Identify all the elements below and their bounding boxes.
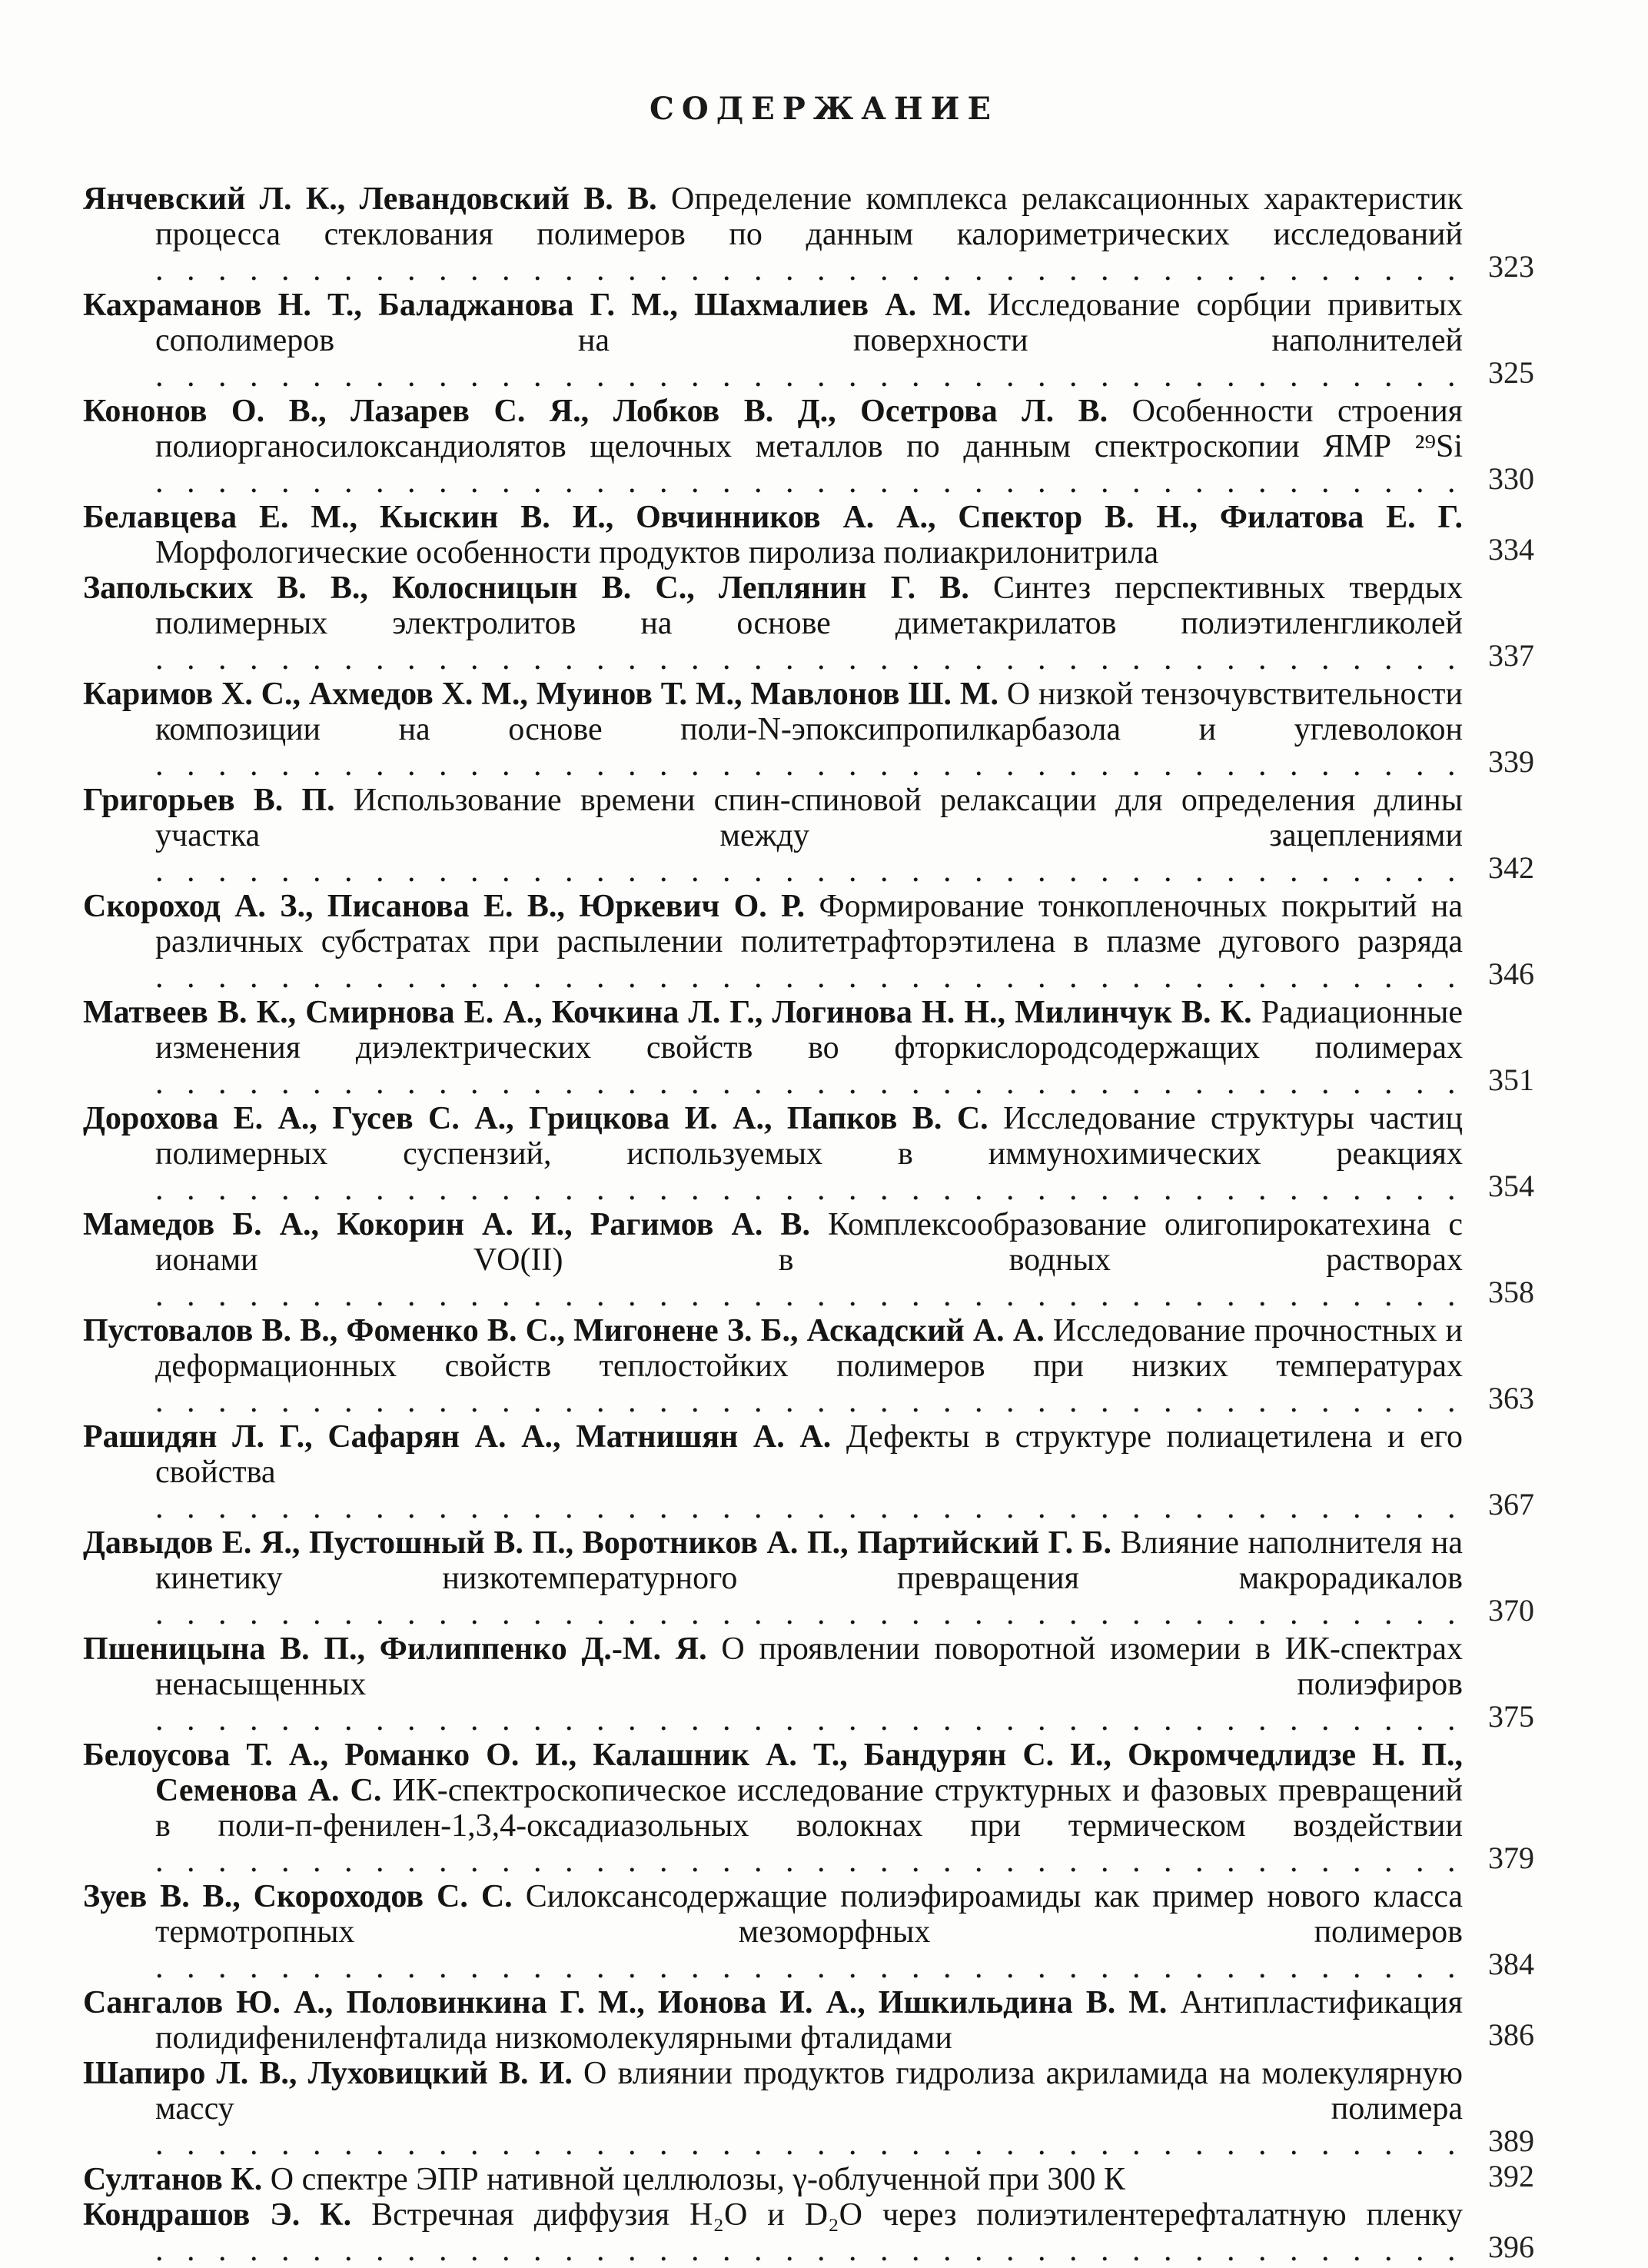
entry-page-number: 363 [1488,1381,1534,1415]
toc-entry [83,1879,1571,1985]
entry-text [83,2197,1463,2268]
toc-entry [83,500,1571,570]
entry-title: Синтез перспективных твердых полимерных электролитов на основе диметакрилатов полиэтиленгликолей [155,570,1463,641]
entry-authors: Кондрашов Э. К. [83,2197,352,2233]
entry-page-number: 392 [1488,2159,1534,2193]
toc-entry [83,889,1571,995]
toc-entry [83,1631,1571,1738]
entry-text [83,394,1463,500]
toc-entry [83,2159,1571,2197]
toc-entry [83,783,1571,889]
entry-text [83,1313,1463,1419]
entry-title: Формирование тонкопленочных покрытий на различных субстратах при распылении политетрафторэтилена в плазме дугового разряда [155,889,1463,959]
entry-authors: Сангалов Ю. А., Половинкина Г. М., Ионова И. А., Ишкильдина В. М. [83,1985,1168,2020]
entry-page-number: 339 [1488,744,1534,779]
entry-page-number: 384 [1488,1947,1534,1981]
entry-title: Определение комплекса релаксационных характеристик процесса стеклования полимеров по данным калориметрических исследований [155,181,1463,252]
entry-page-number: 337 [1488,638,1534,673]
toc-entry [83,1313,1571,1419]
entry-text [83,1419,1463,1525]
entry-authors: Кононов О. В., Лазарев С. Я., Лобков В. Д., Осетрова Л. В. [83,394,1108,429]
entry-text [83,1207,1463,1313]
entry-text [83,181,1463,288]
entry-title: О проявлении поворотной изомерии в ИК-спектрах ненасыщенных полиэфиров [155,1631,1463,1702]
entry-page-number: 375 [1488,1699,1534,1734]
toc-entry [83,1419,1571,1525]
toc-entry [83,181,1571,288]
entry-page-number: 396 [1488,2230,1534,2264]
entry-authors: Дорохова Е. А., Гусев С. А., Грицкова И. А., Папков В. С. [83,1101,988,1136]
toc-entry [83,1525,1571,1631]
entry-authors: Давыдов Е. Я., Пустошный В. П., Воротников А. П., Партийский Г. Б. [83,1525,1111,1561]
entry-text [83,995,1463,1101]
toc-entry [83,2197,1571,2268]
entry-authors: Скороход А. З., Писанова Е. В., Юркевич О. Р. [83,889,806,924]
entry-page-number: 367 [1488,1487,1534,1521]
entry-authors: Рашидян Л. Г., Сафарян А. А., Матнишян А. А. [83,1419,832,1455]
entry-title: Исследование структуры частиц полимерных суспензий, используемых в иммунохимических реакциях [155,1101,1463,1172]
entry-authors: Запольских В. В., Колосницын В. С., Леплянин Г. В. [83,570,969,606]
entry-authors: Матвеев В. К., Смирнова Е. А., Кочкина Л. Г., Логинова Н. Н., Милинчук В. К. [83,995,1252,1030]
entry-page-number: 351 [1488,1063,1534,1097]
entry-text [83,1879,1463,1985]
entry-authors: Шапиро Л. В., Луховицкий В. И. [83,2056,573,2091]
entry-authors: Григорьев В. П. [83,783,335,818]
entry-text [83,1985,1463,2056]
entry-title: Антипластификация полидифениленфталида низкомолекулярными фталидами [155,1985,1463,2056]
entry-authors: Мамедов Б. А., Кокорин А. И., Рагимов А. В. [83,1207,810,1242]
entry-page-number: 325 [1488,355,1534,390]
toc-entry [83,1738,1571,1879]
entry-page-number: 370 [1488,1593,1534,1628]
entry-title: Дефекты в структуре полиацетилена и его свойства [155,1419,1463,1490]
entry-authors: Пустовалов В. В., Фоменко В. С., Мигонене З. Б., Аскадский А. А. [83,1313,1045,1348]
entry-text [83,1525,1463,1631]
entry-text [83,288,1463,394]
entry-authors: Пшеницына В. П., Филиппенко Д.-М. Я. [83,1631,707,1667]
entry-text [83,889,1463,995]
entry-text [83,2056,1463,2162]
entry-authors: Зуев В. В., Скороходов С. С. [83,1879,513,1914]
entry-title: Комплексообразование олигопирокатехина с ионами VO(II) в водных растворах [155,1207,1463,1278]
entry-text [83,1738,1463,1879]
entry-page-number: 354 [1488,1169,1534,1203]
entry-authors: Белоусова Т. А., Романко О. И., Калашник А. Т., Бандурян С. И., Окромчедлидзе Н. П., Семенова А. С. [83,1738,1463,1808]
entry-page-number: 358 [1488,1275,1534,1309]
page-title: СОДЕРЖАНИЕ [650,91,998,127]
entry-text [83,570,1463,677]
entry-page-number: 334 [1488,532,1534,567]
toc-entry [83,288,1571,394]
entry-title: О низкой тензочувствительности композиции на основе поли-N-эпоксипропилкарбазола и углеволокон [155,677,1463,747]
entry-title: О спектре ЭПР нативной целлюлозы, γ-облученной при 300 К [270,2162,1125,2197]
toc-entry [83,1985,1571,2056]
entry-authors: Султанов К. [83,2162,263,2197]
entry-title: Исследование сорбции привитых сополимеров на поверхности наполнителей [155,288,1463,358]
entry-page-number: 379 [1488,1841,1534,1875]
entry-title: Морфологические особенности продуктов пиролиза полиакрилонитрила [155,535,1159,570]
entry-authors: Янчевский Л. К., Левандовский В. В. [83,181,657,217]
entry-text [83,500,1463,570]
entry-title: Исследование прочностных и деформационных свойств теплостойких полимеров при низких температурах [155,1313,1463,1384]
toc-entry [83,2056,1571,2162]
entry-page-number: 330 [1488,461,1534,496]
entry-text [83,1101,1463,1207]
entry-page-number: 386 [1488,2017,1534,2052]
toc-entry [83,1207,1571,1313]
entry-page-number: 323 [1488,249,1534,284]
entry-title: О влиянии продуктов гидролиза акриламида на молекулярную массу полимера [155,2056,1463,2127]
toc-entry [83,677,1571,783]
toc-entry [83,1101,1571,1207]
entry-page-number: 346 [1488,956,1534,991]
toc-entry [83,394,1571,500]
entry-title: Силоксансодержащие полиэфироамиды как пример нового класса термотропных мезоморфных полимеров [155,1879,1463,1950]
entry-text [83,677,1463,783]
entry-title: Встречная диффузия H₂O и D₂O через полиэтилентерефталатную пленку [371,2197,1463,2233]
toc-entry [83,995,1571,1101]
entry-title: Особенности строения полиорганосилоксандиолятов щелочных металлов по данным спектроскопии ЯМР ²⁹Si [155,394,1463,464]
entry-text [83,783,1463,889]
entry-text [83,1631,1463,1738]
toc-entry [83,570,1571,677]
entry-title: Влияние наполнителя на кинетику низкотемпературного превращения макрорадикалов [155,1525,1463,1596]
entry-title: Использование времени спин-спиновой релаксации для определения длины участка между зацеплениями [155,783,1463,853]
entry-page-number: 389 [1488,2123,1534,2158]
entry-authors: Каримов Х. С., Ахмедов Х. М., Муинов Т. М., Мавлонов Ш. М. [83,677,998,712]
entry-text [83,2162,1463,2197]
entry-authors: Кахраманов Н. Т., Баладжанова Г. М., Шахмалиев А. М. [83,288,972,323]
entry-page-number: 342 [1488,850,1534,885]
entry-title: ИК-спектроскопическое исследование структурных и фазовых превращений в поли-п-фенилен-1,3,4-оксадиазольных волокнах при термическом воздействии [155,1773,1463,1844]
table-of-contents [83,181,1571,2268]
entry-authors: Белавцева Е. М., Кыскин В. И., Овчинников А. А., Спектор В. Н., Филатова Е. Г. [83,500,1463,535]
entry-title: Радиационные изменения диэлектрических свойств во фторкислородсодержащих полимерах [155,995,1463,1066]
